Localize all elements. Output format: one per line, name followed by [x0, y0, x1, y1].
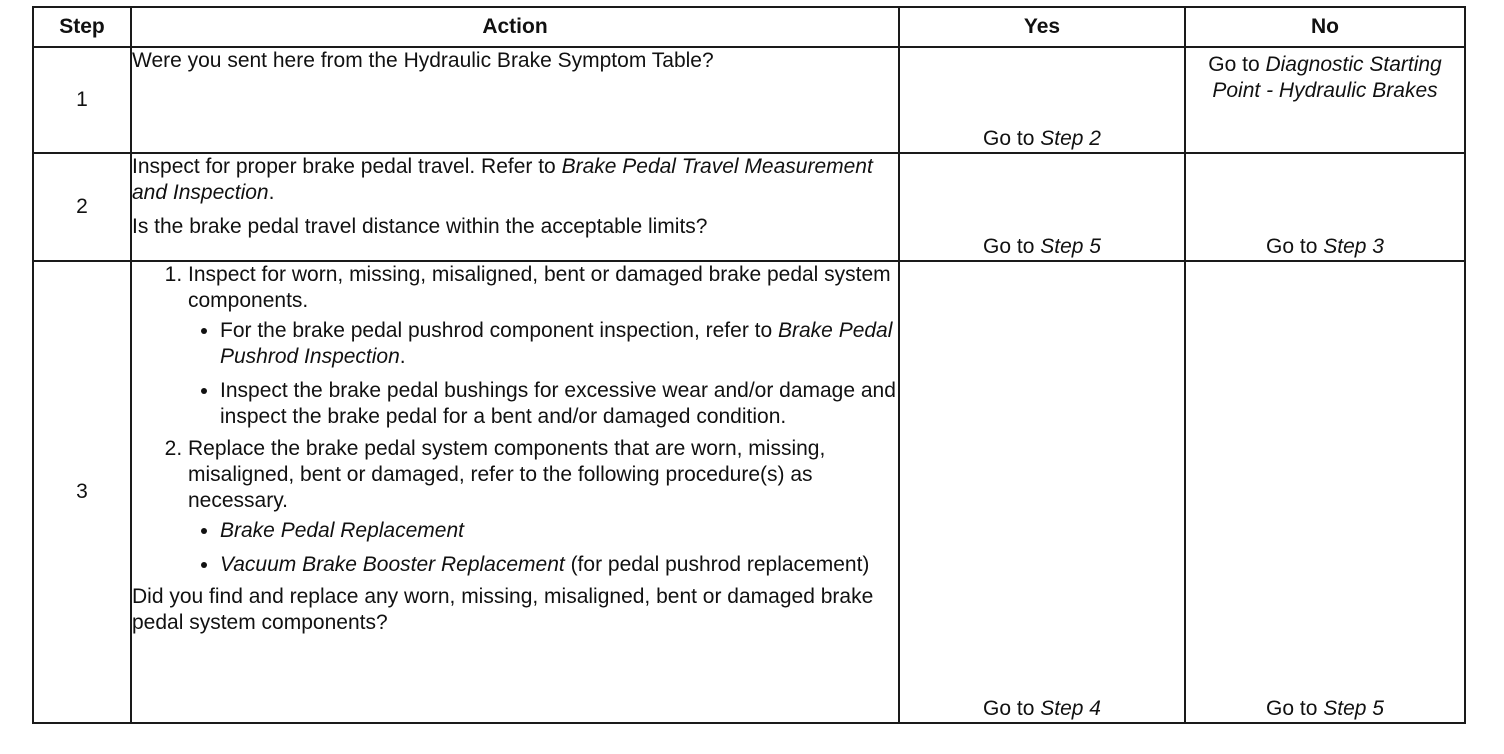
procedure-link[interactable]: Vacuum Brake Booster Replacement — [220, 553, 565, 576]
table-row-step-3 — [33, 261, 1465, 723]
bullet-text: Inspect the brake pedal bushings for excessive wear and/or damage and inspect the brake pedal for a bent and/or damaged condition. — [220, 379, 896, 428]
bullet-item — [220, 378, 898, 430]
procedure-text: Replace the brake pedal system components that are worn, missing, misaligned, bent or damaged, refer to the following procedure(s) as necessary. — [188, 437, 826, 512]
yes-prefix: Go to — [983, 235, 1041, 258]
bullet-text: For the brake pedal pushrod component inspection, refer to — [220, 319, 778, 342]
no-cell — [1185, 47, 1465, 153]
action-cell — [131, 261, 899, 723]
instruction-text: Inspect for proper brake pedal travel. Refer to — [132, 155, 562, 178]
step-instruction — [132, 154, 898, 206]
procedure-link[interactable]: Brake Pedal Travel Measurement and Inspection — [132, 155, 873, 204]
procedure-link[interactable]: Brake Pedal Replacement — [220, 519, 464, 542]
diagnostic-table — [32, 6, 1466, 724]
header-yes: Yes — [899, 7, 1185, 47]
step-question: Were you sent here from the Hydraulic Brake Symptom Table? — [132, 49, 714, 72]
header-no: No — [1185, 7, 1465, 47]
step-question: Did you find and replace any worn, missing, misaligned, bent or damaged brake pedal system components? — [132, 585, 874, 634]
procedure-list — [132, 262, 898, 578]
yes-cell — [899, 261, 1185, 723]
bullet-end: . — [399, 345, 406, 368]
no-cell — [1185, 153, 1465, 261]
procedure-item — [188, 436, 898, 578]
yes-cell — [899, 153, 1185, 261]
header-row — [33, 7, 1465, 47]
header-action: Action — [131, 7, 899, 47]
bullet-list — [188, 518, 898, 578]
bullet-item — [220, 552, 898, 578]
bullet-item — [220, 318, 898, 370]
yes-step-link[interactable]: Step 5 — [1040, 235, 1101, 258]
yes-step-link[interactable]: Step 2 — [1040, 127, 1101, 150]
procedure-link[interactable]: Brake Pedal Pushrod Inspection — [220, 319, 893, 368]
procedure-text: Inspect for worn, missing, misaligned, bent or damaged brake pedal system components. — [188, 263, 891, 312]
instruction-end: . — [268, 181, 275, 204]
step-question: Is the brake pedal travel distance within the acceptable limits? — [132, 215, 708, 238]
action-cell — [131, 47, 899, 153]
table-row-step-2 — [33, 153, 1465, 261]
table-row-step-1 — [33, 47, 1465, 153]
no-procedure-link[interactable]: Diagnostic Starting Point - Hydraulic Brakes — [1212, 53, 1442, 102]
diagnostic-document — [32, 6, 1464, 724]
no-prefix: Go to — [1266, 235, 1324, 258]
bullet-item — [220, 518, 898, 544]
yes-cell — [899, 47, 1185, 153]
no-step-link[interactable]: Step 5 — [1323, 697, 1384, 720]
procedure-item — [188, 262, 898, 430]
yes-step-link[interactable]: Step 4 — [1040, 697, 1101, 720]
no-prefix: Go to — [1266, 697, 1324, 720]
no-step-link[interactable]: Step 3 — [1323, 235, 1384, 258]
bullet-list — [188, 318, 898, 430]
step-number: 3 — [33, 261, 131, 723]
yes-prefix: Go to — [983, 127, 1041, 150]
action-cell — [131, 153, 899, 261]
yes-prefix: Go to — [983, 697, 1041, 720]
bullet-end: (for pedal pushrod replacement) — [564, 553, 870, 576]
header-step: Step — [33, 7, 131, 47]
step-number: 2 — [33, 153, 131, 261]
no-cell — [1185, 261, 1465, 723]
no-prefix: Go to — [1208, 53, 1266, 76]
step-number: 1 — [33, 47, 131, 153]
